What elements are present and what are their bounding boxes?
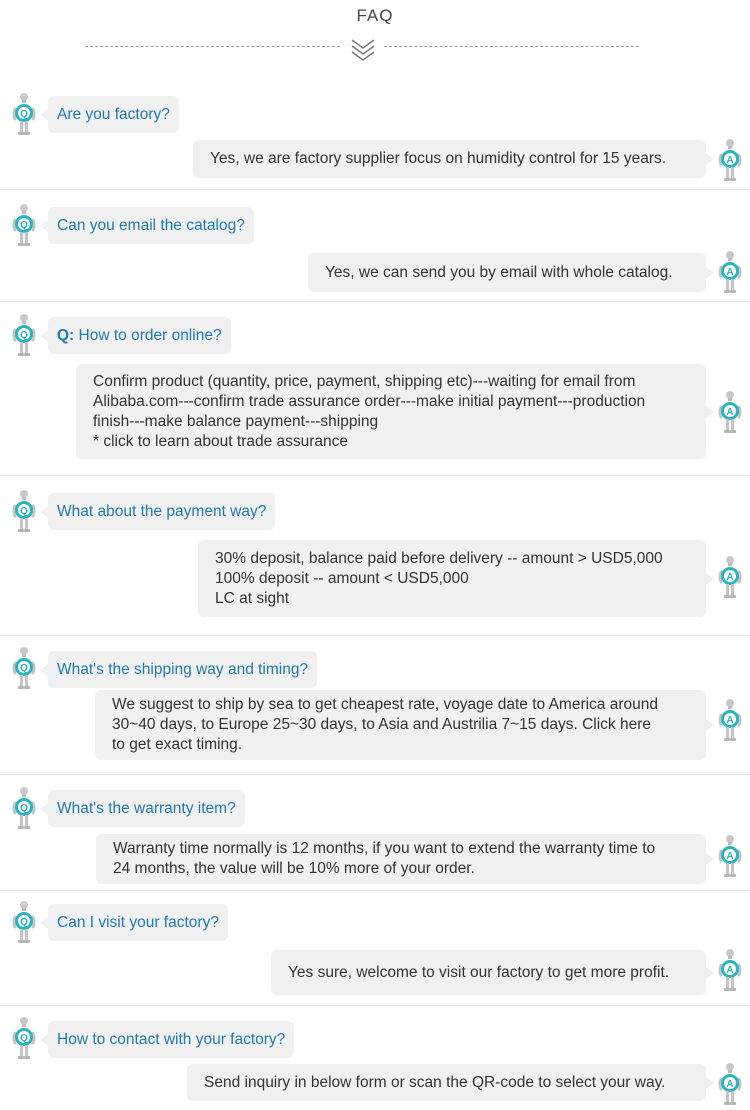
svg-text:Q: Q xyxy=(20,663,28,674)
answer-robot-icon xyxy=(718,250,742,294)
question-bubble xyxy=(48,317,231,354)
answer-bubble xyxy=(198,540,706,617)
svg-text:Q: Q xyxy=(20,917,28,928)
trade-assurance-link[interactable]: * click to learn about trade assurance xyxy=(93,432,349,450)
svg-text:A: A xyxy=(726,965,734,976)
svg-text:Q: Q xyxy=(20,803,28,814)
question-robot-icon xyxy=(12,1016,36,1060)
faq-separator xyxy=(0,1005,750,1006)
answer-bubble xyxy=(95,690,706,760)
chevron-down-icon xyxy=(348,36,378,62)
question-robot-icon xyxy=(12,646,36,690)
svg-text:A: A xyxy=(726,851,734,862)
answer-robot-icon xyxy=(718,1062,742,1106)
faq-separator xyxy=(0,890,750,891)
svg-text:Q: Q xyxy=(20,220,28,231)
answer-robot-icon xyxy=(718,555,742,599)
question-prefix: Q: xyxy=(57,326,75,344)
answer-line: Confirm product (quantity, price, payment, shipping etc)---waiting for email from xyxy=(93,372,636,390)
faq-separator xyxy=(0,301,750,302)
answer-bubble xyxy=(76,364,706,459)
faq-separator xyxy=(0,189,750,190)
answer-line: 24 months, the value will be 10% more of your order. xyxy=(113,860,475,877)
faq-separator xyxy=(0,774,750,775)
answer-bubble xyxy=(271,950,706,995)
svg-text:A: A xyxy=(726,715,734,726)
answer-line: Yes, we are factory supplier focus on humidity control for 15 years. xyxy=(210,150,667,167)
answer-robot-icon xyxy=(718,138,742,182)
answer-line: Send inquiry in below form or scan the QR-code to select your way. xyxy=(204,1073,666,1091)
answer-bubble xyxy=(193,140,706,178)
faq-separator xyxy=(0,475,750,476)
answer-line: Warranty time normally is 12 months, if you want to extend the warranty time to xyxy=(113,840,656,857)
svg-text:A: A xyxy=(726,155,734,166)
question-robot-icon xyxy=(12,786,36,830)
answer-line: 30% deposit, balance paid before delivery -- amount > USD5,000 xyxy=(215,549,663,567)
svg-text:A: A xyxy=(726,267,734,278)
question-robot-icon xyxy=(12,203,36,247)
question-robot-icon xyxy=(12,900,36,944)
divider-left xyxy=(85,46,340,47)
question-robot-icon xyxy=(12,92,36,136)
answer-robot-icon xyxy=(718,948,742,992)
question-text: Are you factory? xyxy=(57,105,170,123)
question-bubble xyxy=(48,96,179,133)
svg-text:A: A xyxy=(726,407,734,418)
question-text: How to contact with your factory? xyxy=(57,1030,286,1048)
svg-text:Q: Q xyxy=(20,109,28,120)
question-bubble xyxy=(48,790,245,827)
answer-bubble xyxy=(96,834,706,884)
question-text: What's the warranty item? xyxy=(57,799,236,817)
answer-line: 30~40 days, to Europe 25~30 days, to Asia and Austrilia 7~15 days. Click here xyxy=(112,716,651,733)
question-text: Can you email the catalog? xyxy=(57,216,245,234)
answer-robot-icon xyxy=(718,834,742,878)
question-robot-icon xyxy=(12,489,36,533)
svg-text:A: A xyxy=(726,1079,734,1090)
faq-header xyxy=(0,0,750,70)
svg-text:Q: Q xyxy=(20,1033,28,1044)
question-text: How to order online? xyxy=(78,326,222,344)
question-text: What about the payment way? xyxy=(57,502,267,520)
answer-robot-icon xyxy=(718,698,742,742)
answer-line: Yes sure, welcome to visit our factory to get more profit. xyxy=(288,963,670,981)
answer-line: 100% deposit -- amount < USD5,000 xyxy=(215,569,469,587)
svg-text:Q: Q xyxy=(20,506,28,517)
answer-bubble xyxy=(308,253,706,292)
question-text: Can I visit your factory? xyxy=(57,913,219,931)
answer-line: to get exact timing. xyxy=(112,736,243,753)
question-bubble xyxy=(48,1021,294,1058)
svg-text:Q: Q xyxy=(20,330,28,341)
answer-line: finish---make balance payment---shipping xyxy=(93,412,379,430)
svg-text:A: A xyxy=(726,572,734,583)
answer-robot-icon xyxy=(718,390,742,434)
faq-separator xyxy=(0,635,750,636)
question-robot-icon xyxy=(12,313,36,357)
question-bubble xyxy=(48,493,275,530)
answer-line: LC at sight xyxy=(215,589,290,607)
answer-line: Alibaba.com---confirm trade assurance order---make initial payment---production xyxy=(93,392,646,410)
question-text: What's the shipping way and timing? xyxy=(57,660,309,678)
page-title: FAQ xyxy=(356,6,394,25)
question-bubble xyxy=(48,904,228,941)
answer-bubble xyxy=(187,1064,706,1101)
question-bubble xyxy=(48,651,317,688)
answer-line: We suggest to ship by sea to get cheapest rate, voyage date to America around xyxy=(112,696,658,713)
answer-line: Yes, we can send you by email with whole catalog. xyxy=(325,263,673,281)
divider-right xyxy=(384,46,639,47)
question-bubble xyxy=(48,207,254,244)
